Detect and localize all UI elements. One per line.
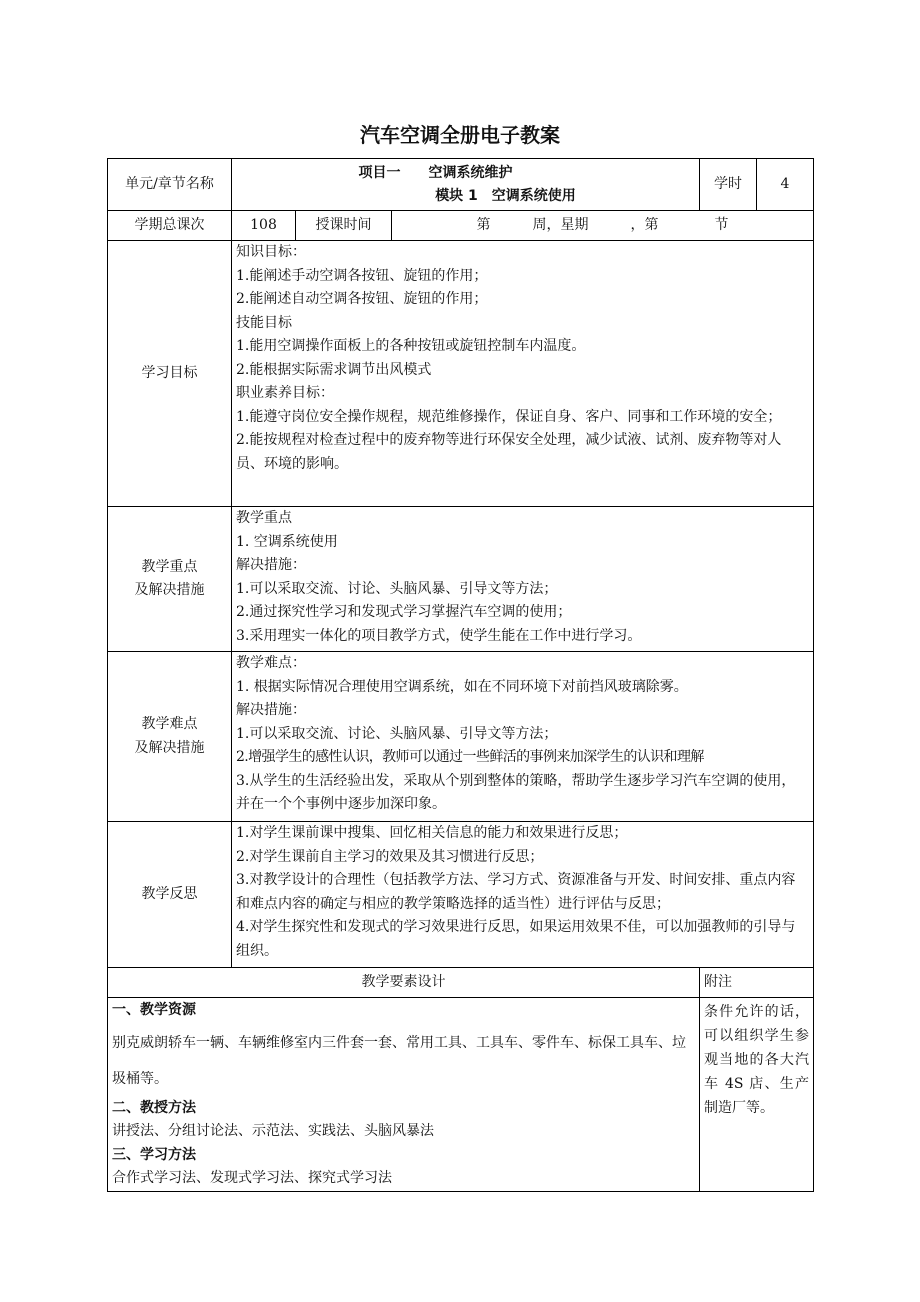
reflection-line: 1.对学生课前课中搜集、回忆相关信息的能力和效果进行反思；: [236, 825, 628, 841]
key-points-line: 3.采用理实一体化的项目教学方式，使学生能在工作中进行学习。: [236, 627, 642, 644]
design-content: [108, 998, 700, 1192]
design-content-row: [108, 998, 814, 1192]
difficulties-line: 2.增强学生的感性认识，教师可以通过一些鲜活的事例来加深学生的认识和理解: [236, 749, 704, 765]
schedule-row: [108, 211, 814, 241]
page-title: 汽车空调全册电子教案: [360, 123, 560, 147]
unit-label: 单元/章节名称: [108, 159, 232, 211]
key-points-line: 1. 空调系统使用: [236, 533, 338, 550]
header-row: [108, 159, 814, 211]
reflection-label: 教学反思: [108, 822, 232, 968]
hours-value: 4: [757, 159, 814, 211]
objectives-row: [108, 241, 814, 507]
total-label: 学期总课次: [108, 211, 232, 241]
difficulties-line: 1.可以采取交流、讨论、头脑风暴、引导文等方法；: [236, 725, 558, 742]
objectives-line: 2.能按规程对检查过程中的废弃物等进行环保安全处理，减少试液、试剂、废弃物等对人员、环境的影响。: [236, 432, 782, 472]
objectives-line: 1.能用空调操作面板上的各种按钮或旋钮控制车内温度。: [236, 338, 586, 354]
methods-text: 讲授法、分组讨论法、示范法、实践法、头脑风暴法: [112, 1123, 434, 1139]
total-value: 108: [232, 211, 296, 241]
unit-name-cell: [232, 159, 700, 211]
time-value: 第 周，星期 ，第 节: [392, 211, 814, 241]
key-points-label-line: 及解决措施: [134, 582, 205, 598]
design-header-row: [108, 968, 814, 998]
learning-text: 合作式学习法、发现式学习法、探究式学习法: [112, 1170, 392, 1186]
objectives-line: 1.能遵守岗位安全操作规程，规范维修操作，保证自身、客户、同事和工作环境的安全；: [236, 408, 782, 425]
difficulties-label: [108, 652, 232, 822]
difficulties-line: 1. 根据实际情况合理使用空调系统，如在不同环境下对前挡风玻璃除雾。: [236, 678, 688, 695]
difficulties-line: 解决措施：: [236, 702, 306, 718]
note-header-label: 附注: [700, 968, 814, 998]
project-line: 项目一 空调系统维护: [358, 164, 513, 181]
key-points-line: 2.通过探究性学习和发现式学习掌握汽车空调的使用；: [236, 604, 572, 620]
reflection-line: 4.对学生探究性和发现式的学习效果进行反思，如果运用效果不佳，可以加强教师的引导与组织。: [236, 919, 796, 959]
objectives-line: 知识目标：: [236, 244, 306, 260]
difficulties-label-line: 及解决措施: [134, 739, 205, 756]
difficulties-line: 教学难点：: [236, 655, 306, 671]
key-points-line: 教学重点: [236, 510, 292, 526]
objectives-content: [232, 241, 814, 507]
hours-label: 学时: [700, 159, 757, 211]
reflection-row: [108, 822, 814, 968]
objectives-line: 2.能阐述自动空调各按钮、旋钮的作用；: [236, 291, 488, 307]
difficulties-label-line: 教学难点: [141, 716, 198, 732]
objectives-line: 技能目标: [236, 314, 292, 331]
key-points-content: [232, 507, 814, 652]
key-points-label: [108, 507, 232, 652]
design-header-label: 教学要素设计: [108, 968, 700, 998]
objectives-label: 学习目标: [108, 241, 232, 507]
learning-title: 三、学习方法: [112, 1146, 196, 1163]
reflection-line: 2.对学生课前自主学习的效果及其习惯进行反思；: [236, 848, 544, 865]
time-label: 授课时间: [296, 211, 392, 241]
methods-title: 二、教授方法: [112, 1099, 196, 1116]
key-points-line: 解决措施：: [236, 557, 306, 573]
difficulties-row: [108, 652, 814, 822]
resources-title: 一、教学资源: [112, 1002, 196, 1018]
difficulties-line: 3.从学生的生活经验出发，采取从个别到整体的策略，帮助学生逐步学习汽车空调的使用，并在一个个事例中逐步加深印象。: [236, 772, 796, 812]
reflection-content: [232, 822, 814, 968]
key-points-label-line: 教学重点: [141, 558, 198, 575]
difficulties-content: [232, 652, 814, 822]
key-points-line: 1.可以采取交流、讨论、头脑风暴、引导文等方法；: [236, 580, 558, 597]
resources-text: 别克威朗轿车一辆、车辆维修室内三件套一套、常用工具、工具车、零件车、标保工具车、垃圾桶等。: [112, 1034, 686, 1087]
reflection-line: 3.对教学设计的合理性（包括教学方法、学习方式、资源准备与开发、时间安排、重点内容和难点内容的确定与相应的教学策略选择的适当性）进行评估与反思；: [236, 872, 796, 912]
key-points-row: [108, 507, 814, 652]
objectives-line: 职业素养目标：: [236, 385, 334, 401]
objectives-line: 2.能根据实际需求调节出风模式: [236, 361, 432, 378]
note-content: 条件允许的话，可以组织学生参观当地的各大汽车 4S 店、生产制造厂等。: [700, 998, 814, 1192]
lesson-plan-table: [107, 158, 814, 1192]
module-line: 模块 1 空调系统使用: [435, 187, 576, 204]
objectives-line: 1.能阐述手动空调各按钮、旋钮的作用；: [236, 267, 488, 284]
